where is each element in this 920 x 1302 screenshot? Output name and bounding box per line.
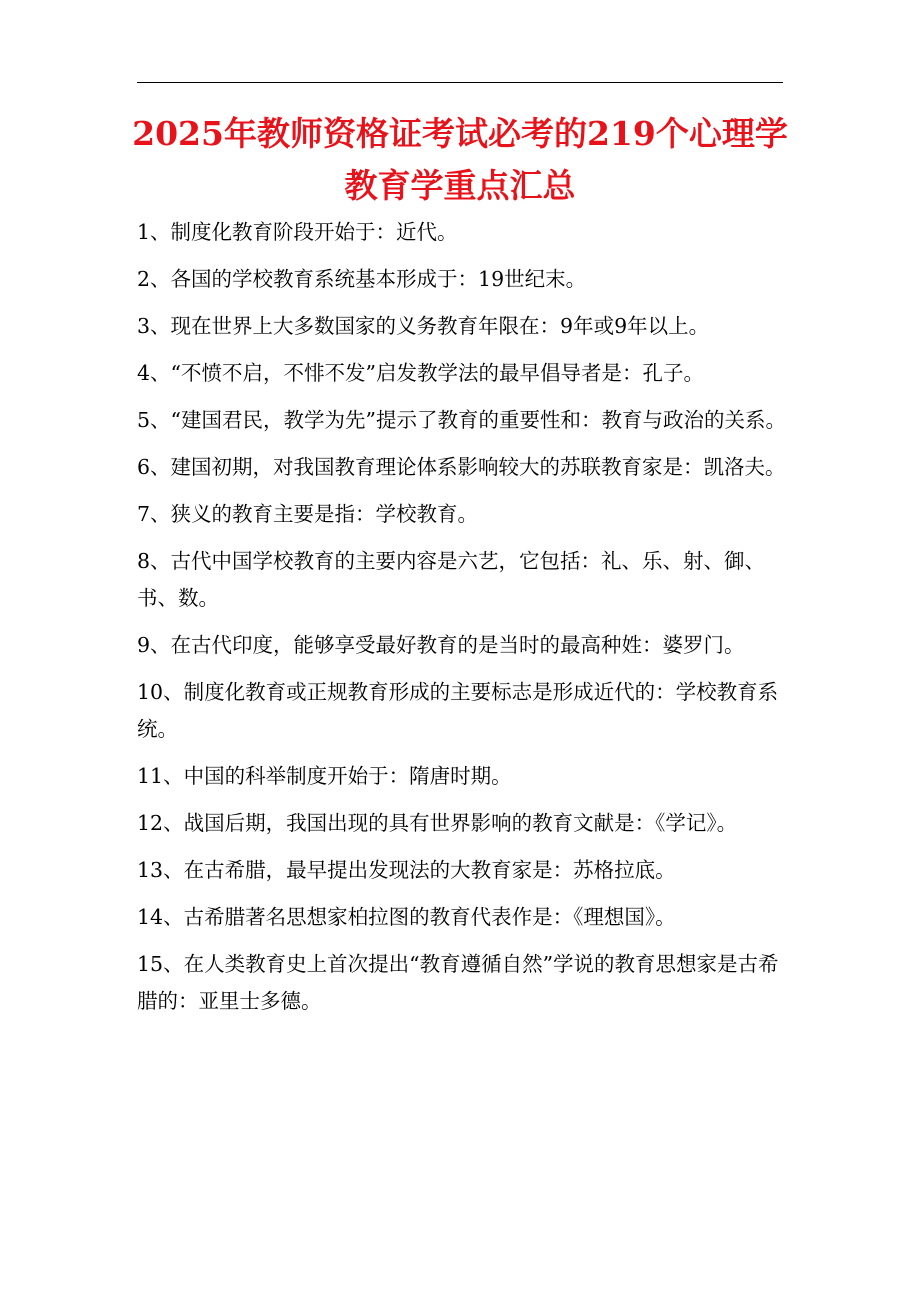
list-item: 10、制度化教育或正规教育形成的主要标志是形成近代的：学校教育系统。 — [137, 680, 779, 741]
document-title: 2025年教师资格证考试必考的219个心理学教育学重点汇总 — [132, 114, 788, 205]
top-rule — [137, 82, 783, 83]
list-item: 15、在人类教育史上首次提出“教育遵循自然”学说的教育思想家是古希腊的：亚里士多德。 — [137, 952, 779, 1013]
list-item: 7、狭义的教育主要是指：学校教育。 — [137, 502, 479, 526]
list-item: 5、“建国君民，教学为先”提示了教育的重要性和：教育与政治的关系。 — [137, 408, 787, 432]
list-item: 3、现在世界上大多数国家的义务教育年限在：9年或9年以上。 — [137, 314, 710, 338]
item-list — [137, 214, 797, 1030]
list-item: 13、在古希腊，最早提出发现法的大教育家是：苏格拉底。 — [137, 858, 676, 882]
list-item: 9、在古代印度，能够享受最好教育的是当时的最高种姓：婆罗门。 — [137, 633, 745, 657]
list-item: 6、建国初期，对我国教育理论体系影响较大的苏联教育家是：凯洛夫。 — [137, 455, 786, 479]
list-item: 12、战国后期，我国出现的具有世界影响的教育文献是：《学记》。 — [137, 811, 738, 835]
list-item: 14、古希腊著名思想家柏拉图的教育代表作是：《理想国》。 — [137, 905, 676, 929]
list-item: 4、“不愤不启，不悱不发”启发教学法的最早倡导者是：孔子。 — [137, 361, 705, 385]
list-item: 1、制度化教育阶段开始于：近代。 — [137, 220, 458, 244]
list-item: 11、中国的科举制度开始于：隋唐时期。 — [137, 764, 512, 788]
list-item: 2、各国的学校教育系统基本形成于：19世纪末。 — [137, 267, 587, 291]
list-item: 8、古代中国学校教育的主要内容是六艺，它包括：礼、乐、射、御、书、数。 — [137, 549, 766, 610]
